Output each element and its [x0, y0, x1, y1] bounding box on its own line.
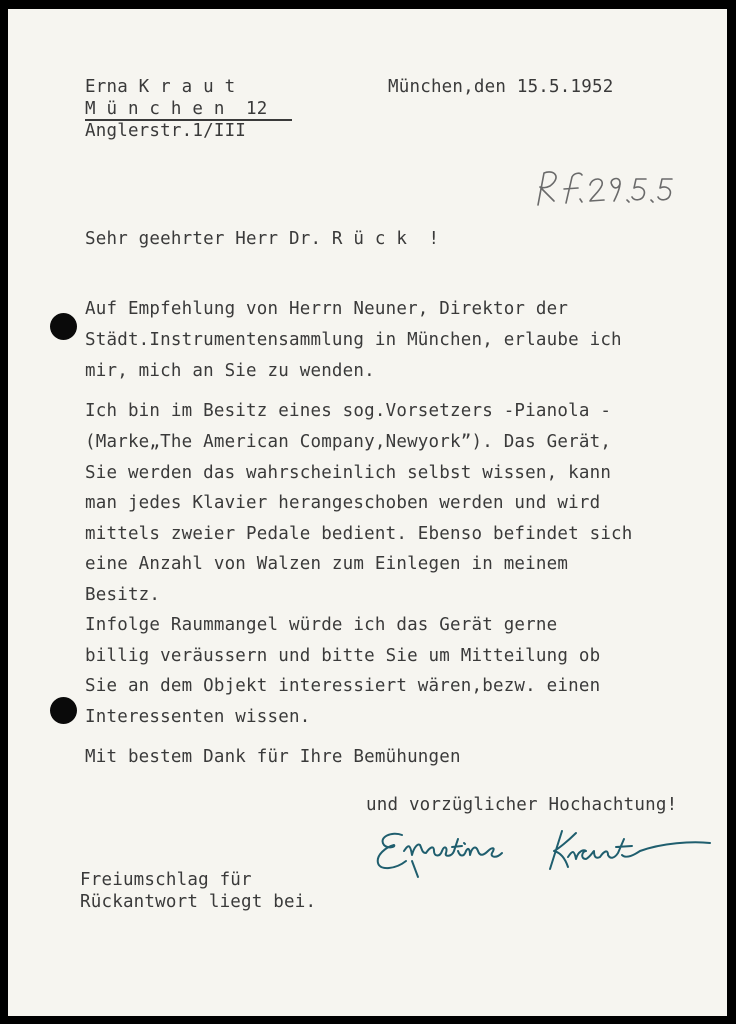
- body-line: eine Anzahl von Walzen zum Einlegen in meinem: [85, 554, 569, 574]
- body-line: mir, mich an Sie zu wenden.: [85, 361, 375, 381]
- place-date: München,den 15.5.1952: [388, 77, 614, 97]
- body-line: Ich bin im Besitz eines sog.Vorsetzers -Pianola -: [85, 401, 612, 421]
- body-line: Infolge Raummangel würde ich das Gerät gerne: [85, 615, 558, 635]
- body-line: Sie werden das wahrscheinlich selbst wissen, kann: [85, 463, 612, 483]
- body-line: Sie an dem Objekt interessiert wären,bezw. einen: [85, 676, 601, 696]
- salutation: Sehr geehrter Herr Dr. R ü c k !: [85, 229, 440, 249]
- sender-street: Anglerstr.1/III: [85, 121, 247, 141]
- body-line: Besitz.: [85, 585, 161, 605]
- signature: [372, 821, 712, 881]
- sender-city: M ü n c h e n 12: [85, 99, 268, 119]
- letter-page: [8, 9, 727, 1016]
- body-line: (Marke„The American Company,Newyork”). Das Gerät,: [85, 432, 612, 452]
- body-line: man jedes Klavier herangeschoben werden und wird: [85, 493, 601, 513]
- sender-name: Erna K r a u t: [85, 77, 236, 97]
- body-line: Interessenten wissen.: [85, 707, 311, 727]
- thanks-line: Mit bestem Dank für Ihre Bemühungen: [85, 747, 461, 767]
- body-line: billig veräussern und bitte Sie um Mitteilung ob: [85, 646, 601, 666]
- closing-line: und vorzüglicher Hochachtung!: [366, 795, 678, 815]
- body-line: Auf Empfehlung von Herrn Neuner, Direktor der: [85, 299, 569, 319]
- footer-line: Freiumschlag für: [80, 870, 252, 890]
- punch-hole-bottom: [50, 697, 77, 724]
- punch-hole-top: [50, 313, 77, 340]
- body-line: mittels zweier Pedale bedient. Ebenso befindet sich: [85, 524, 633, 544]
- body-line: Städt.Instrumentensammlung in München, erlaube ich: [85, 330, 622, 350]
- handwritten-note: [528, 167, 678, 212]
- footer-line: Rückantwort liegt bei.: [80, 892, 317, 912]
